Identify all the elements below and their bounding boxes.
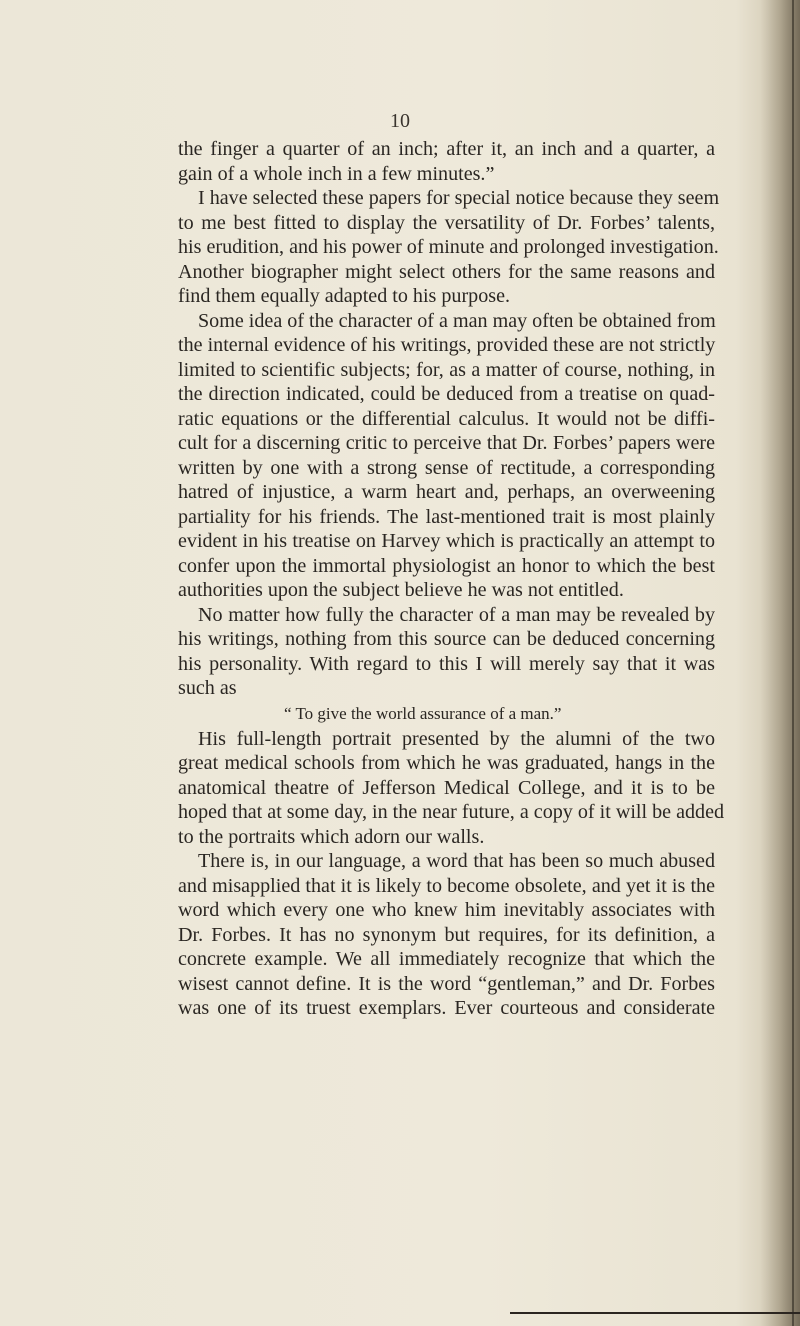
text-line: evident in his treatise on Harvey which is practically an attempt to (178, 530, 715, 552)
text-line: the finger a quarter of an inch; after it, an inch and a quarter, a (178, 138, 715, 160)
block-quote: “ To give the world assurance of a man.” (284, 703, 562, 723)
text-line: to the portraits which adorn our walls. (178, 825, 485, 848)
text-line: was one of its truest exemplars. Ever courteous and considerate (178, 997, 715, 1019)
text-line: hatred of injustice, a warm heart and, perhaps, an overweening (178, 481, 715, 503)
paragraphs-before-quote (178, 137, 720, 701)
page-edge-line (510, 1312, 800, 1314)
text-line: anatomical theatre of Jefferson Medical College, and it is to be (178, 776, 715, 799)
paragraphs-after-quote (178, 727, 725, 1021)
text-line: to me best fitted to display the versatility of Dr. Forbes’ talents, (178, 211, 715, 234)
text-line: Another biographer might select others for the same reasons and (178, 260, 715, 283)
text-line: find them equally adapted to his purpose. (178, 285, 511, 307)
text-line: There is, in our language, a word that has been so much abused (198, 850, 715, 872)
text-line: great medical schools from which he was graduated, hangs in the (178, 752, 715, 774)
text-line: such as (178, 677, 237, 699)
text-line: gain of a whole inch in a few minutes.” (178, 162, 495, 185)
text-line: cult for a discerning critic to perceive that Dr. Forbes’ papers were (178, 432, 715, 454)
text-line: concrete example. We all immediately recognize that which the (178, 948, 715, 970)
text-line: Dr. Forbes. It has no synonym but requires, for its definition, a (178, 923, 715, 946)
text-line: his personality. With regard to this I will merely say that it was (178, 652, 715, 675)
text-line: ratic equations or the differential calculus. It would not be diffi- (178, 407, 715, 430)
text-line: partiality for his friends. The last-mentioned trait is most plainly (178, 505, 715, 528)
text-line: wisest cannot define. It is the word “gentleman,” and Dr. Forbes (178, 972, 715, 995)
text-line: confer upon the immortal physiologist an honor to which the best (178, 554, 715, 577)
text-line: limited to scientific subjects; for, as a matter of course, nothing, in (178, 358, 715, 381)
text-line: word which every one who knew him inevitably associates with (178, 899, 715, 921)
binding-edge (792, 0, 794, 1326)
text-line: his writings, nothing from this source can be deduced concerning (178, 628, 715, 650)
text-line: I have selected these papers for special notice because they seem (198, 187, 720, 209)
text-line: hoped that at some day, in the near future, a copy of it will be added (178, 801, 725, 823)
page-number: 10 (390, 110, 410, 132)
body-text (178, 137, 725, 1021)
text-line: his erudition, and his power of minute and prolonged investigation. (178, 236, 719, 258)
text-line: His full-length portrait presented by the alumni of the two (198, 727, 715, 750)
text-line: the internal evidence of his writings, provided these are not strictly (178, 334, 716, 356)
binding-shadow (760, 0, 800, 1326)
text-line: written by one with a strong sense of rectitude, a corresponding (178, 456, 715, 479)
text-line: and misapplied that it is likely to become obsolete, and yet it is the (178, 874, 715, 897)
text-line: Some idea of the character of a man may often be obtained from (198, 309, 716, 332)
text-line: authorities upon the subject believe he was not entitled. (178, 579, 624, 601)
text-line: the direction indicated, could be deduced from a treatise on quad- (178, 383, 715, 405)
text-line: No matter how fully the character of a man may be revealed by (198, 603, 715, 626)
